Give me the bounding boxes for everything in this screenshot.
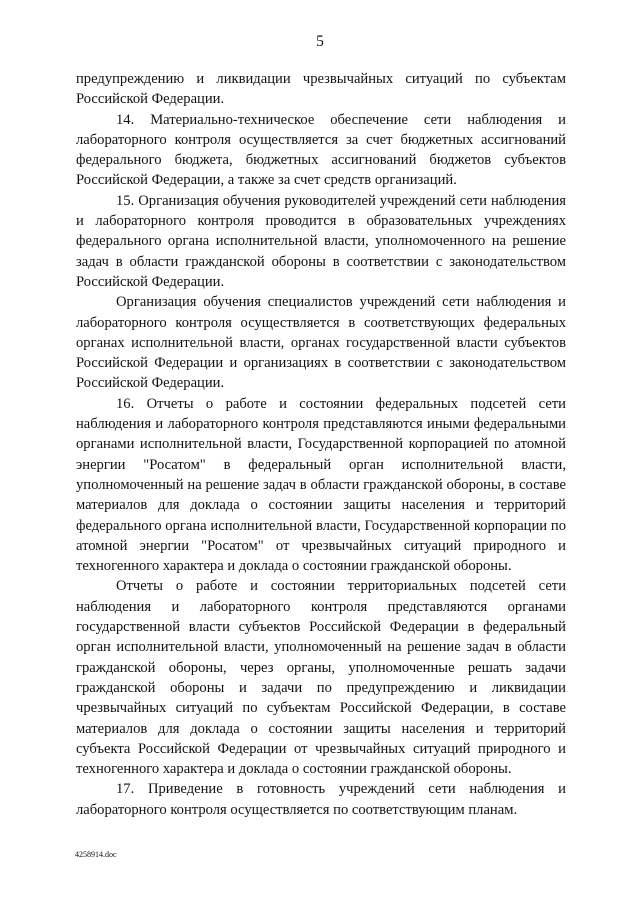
paragraph: предупреждению и ликвидации чрезвычайных ситуаций по субъектам Российской Федерации. <box>76 71 566 108</box>
paragraph-item-16: 16. Отчеты о работе и состоянии федеральных подсетей сети наблюдения и лабораторного контроля представляются иными федеральными органами исполнительной власти, Государственной корпорацией по атомной энергии "Росатом" в федеральный орган исполнительной власти, уполномоченный на решение задач в области гражданской обороны, в составе материалов для доклада о состоянии защиты населения и территорий федерального органа исполнительной власти, Государственной корпорации по атомной энергии "Росатом" от чрезвычайных ситуаций природного и техногенного характера и доклада о состоянии гражданской обороны. <box>76 395 566 575</box>
paragraph-item-17: 17. Приведение в готовность учреждений сети наблюдения и лабораторного контроля осуществляется по соответствующим планам. <box>76 781 566 818</box>
paragraph: Организация обучения специалистов учреждений сети наблюдения и лабораторного контроля осуществляется в соответствующих федеральных органах исполнительной власти, органах государственной власти субъектов Российской Федерации и организациях в соответствии с законодательством Российской Федерации. <box>76 294 566 392</box>
page-number: 5 <box>316 33 324 50</box>
document-code: 4258914.doc <box>75 850 117 859</box>
document-body <box>76 69 566 820</box>
paragraph-item-14: 14. Материально-техническое обеспечение сети наблюдения и лабораторного контроля осуществляется за счет бюджетных ассигнований федерального бюджета, бюджетных ассигнований бюджетов субъектов Российской Федерации, а также за счет средств организаций. <box>76 111 566 189</box>
paragraph: Отчеты о работе и состоянии территориальных подсетей сети наблюдения и лабораторного контроля представляются органами государственной власти субъектов Российской Федерации в федеральный орган исполнительной власти, уполномоченный на решение задач в области гражданской обороны, через органы, уполномоченные решать задачи гражданской обороны и задачи по предупреждению и ликвидации чрезвычайных ситуаций по субъектам Российской Федерации, в составе материалов для доклада о состоянии защиты населения и территорий субъекта Российской Федерации от чрезвычайных ситуаций природного и техногенного характера и доклада о состоянии гражданской обороны. <box>76 578 566 778</box>
paragraph-item-15: 15. Организация обучения руководителей учреждений сети наблюдения и лабораторного контроля проводится в образовательных учреждениях федерального органа исполнительной власти, уполномоченного на решение задач в области гражданской обороны в соответствии с законодательством Российской Федерации. <box>76 192 566 290</box>
